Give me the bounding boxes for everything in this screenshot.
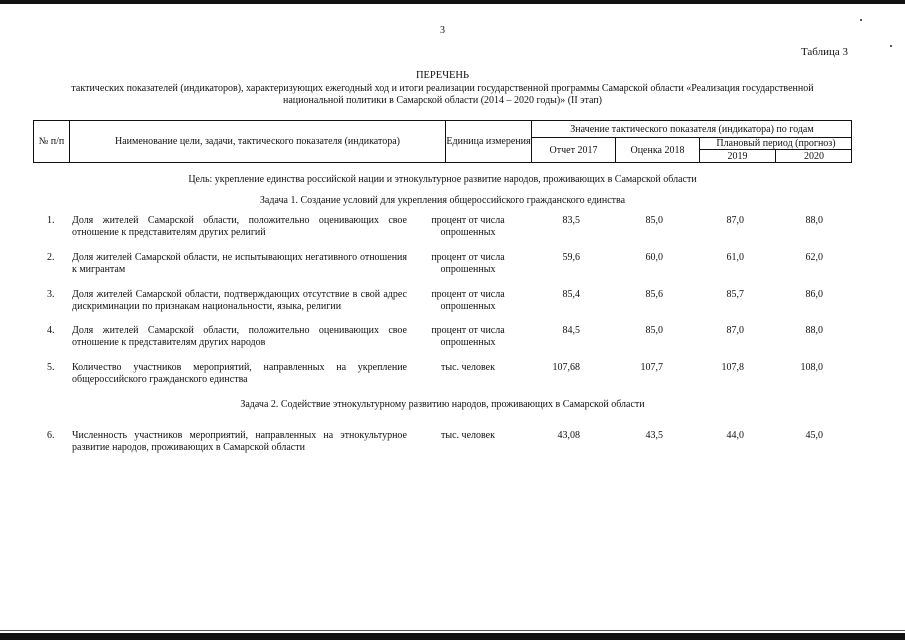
scan-speck bbox=[890, 45, 892, 47]
row-indicator-name: Доля жителей Самарской области, подтверждающих отсутствие в свой адрес дискриминации по признакам национальности, языка, религии bbox=[72, 289, 407, 312]
row-value-2018: 85,6 bbox=[645, 289, 663, 300]
row-unit: процент от числа опрошенных bbox=[431, 252, 505, 275]
row-value-2018: 85,0 bbox=[645, 215, 663, 226]
row-unit: тыс. человек bbox=[441, 430, 495, 441]
table-label: Таблица 3 bbox=[800, 46, 848, 58]
scan-speck bbox=[860, 19, 862, 21]
row-value-2020: 88,0 bbox=[805, 215, 823, 226]
row-value-2018: 107,7 bbox=[640, 362, 663, 373]
row-number: 1. bbox=[47, 215, 55, 226]
row-indicator-name: Доля жителей Самарской области, не испытывающих негативного отношения к мигрантам bbox=[72, 252, 407, 275]
header-estimate-2018: Оценка 2018 bbox=[616, 138, 700, 163]
row-unit: тыс. человек bbox=[441, 362, 495, 373]
scan-border-top bbox=[0, 0, 905, 4]
row-number: 2. bbox=[47, 252, 55, 263]
row-indicator-name: Доля жителей Самарской области, положительно оценивающих свое отношение к представителям других народов bbox=[72, 325, 407, 348]
goal-heading: Цель: укрепление единства российской нации и этнокультурное развитие народов, проживающих в Самарской области bbox=[188, 174, 697, 185]
table-row bbox=[0, 289, 905, 315]
table-header bbox=[33, 120, 852, 163]
row-value-2017: 83,5 bbox=[562, 215, 580, 226]
row-value-2020: 88,0 bbox=[805, 325, 823, 336]
task-1-heading: Задача 1. Создание условий для укрепления общероссийского гражданского единства bbox=[259, 195, 626, 206]
row-unit: процент от числа опрошенных bbox=[431, 325, 505, 348]
task-2-heading: Задача 2. Содействие этнокультурному развитию народов, проживающих в Самарской области bbox=[240, 399, 645, 410]
row-value-2019: 44,0 bbox=[726, 430, 744, 441]
row-value-2017: 59,6 bbox=[562, 252, 580, 263]
row-value-2019: 107,8 bbox=[721, 362, 744, 373]
header-unit: Единица измерения bbox=[446, 121, 532, 162]
row-value-2019: 61,0 bbox=[726, 252, 744, 263]
header-values-block bbox=[532, 121, 852, 162]
row-value-2019: 87,0 bbox=[726, 215, 744, 226]
table-row bbox=[0, 430, 905, 456]
row-indicator-name: Численность участников мероприятий, направленных на этнокультурное развитие народов, проживающих в Самарской области bbox=[72, 430, 407, 453]
row-value-2018: 43,5 bbox=[645, 430, 663, 441]
table-row bbox=[0, 215, 905, 241]
header-num: № п/п bbox=[34, 121, 70, 162]
table-row bbox=[0, 325, 905, 351]
row-value-2019: 87,0 bbox=[726, 325, 744, 336]
row-number: 5. bbox=[47, 362, 55, 373]
header-values-title: Значение тактического показателя (индикатора) по годам bbox=[532, 121, 852, 138]
table-row bbox=[0, 252, 905, 278]
header-year-2019: 2019 bbox=[700, 150, 776, 163]
row-value-2020: 45,0 bbox=[805, 430, 823, 441]
row-value-2017: 107,68 bbox=[552, 362, 580, 373]
row-number: 4. bbox=[47, 325, 55, 336]
table-row bbox=[0, 362, 905, 388]
row-value-2019: 85,7 bbox=[726, 289, 744, 300]
row-value-2017: 84,5 bbox=[562, 325, 580, 336]
row-unit: процент от числа опрошенных bbox=[431, 215, 505, 238]
row-value-2020: 62,0 bbox=[805, 252, 823, 263]
page-number: 3 bbox=[440, 25, 445, 36]
row-number: 3. bbox=[47, 289, 55, 300]
header-year-2020: 2020 bbox=[804, 151, 824, 162]
document-title: ПЕРЕЧЕНЬ bbox=[415, 70, 470, 81]
row-value-2020: 108,0 bbox=[800, 362, 823, 373]
document-subtitle: тактических показателей (индикаторов), характеризующих ежегодный ход и итоги реализации государственной программы Самарской области «Реализация государственной национальной политики в Самарской области (2014 – 2020 годы)» (II этап) bbox=[71, 83, 814, 106]
row-indicator-name: Количество участников мероприятий, направленных на укрепление общероссийского гражданского единства bbox=[72, 362, 407, 385]
scan-border-bottom bbox=[0, 633, 905, 640]
row-value-2017: 85,4 bbox=[562, 289, 580, 300]
row-value-2017: 43,08 bbox=[557, 430, 580, 441]
row-value-2018: 60,0 bbox=[645, 252, 663, 263]
row-value-2018: 85,0 bbox=[645, 325, 663, 336]
row-value-2020: 86,0 bbox=[805, 289, 823, 300]
header-planned-title: Плановый период (прогноз) bbox=[700, 138, 852, 150]
header-name: Наименование цели, задачи, тактического показателя (индикатора) bbox=[70, 121, 446, 162]
header-planned-period bbox=[700, 138, 852, 163]
row-indicator-name: Доля жителей Самарской области, положительно оценивающих свое отношение к представителям других религий bbox=[72, 215, 407, 238]
row-number: 6. bbox=[47, 430, 55, 441]
header-report-2017: Отчет 2017 bbox=[532, 138, 616, 163]
row-unit: процент от числа опрошенных bbox=[431, 289, 505, 312]
